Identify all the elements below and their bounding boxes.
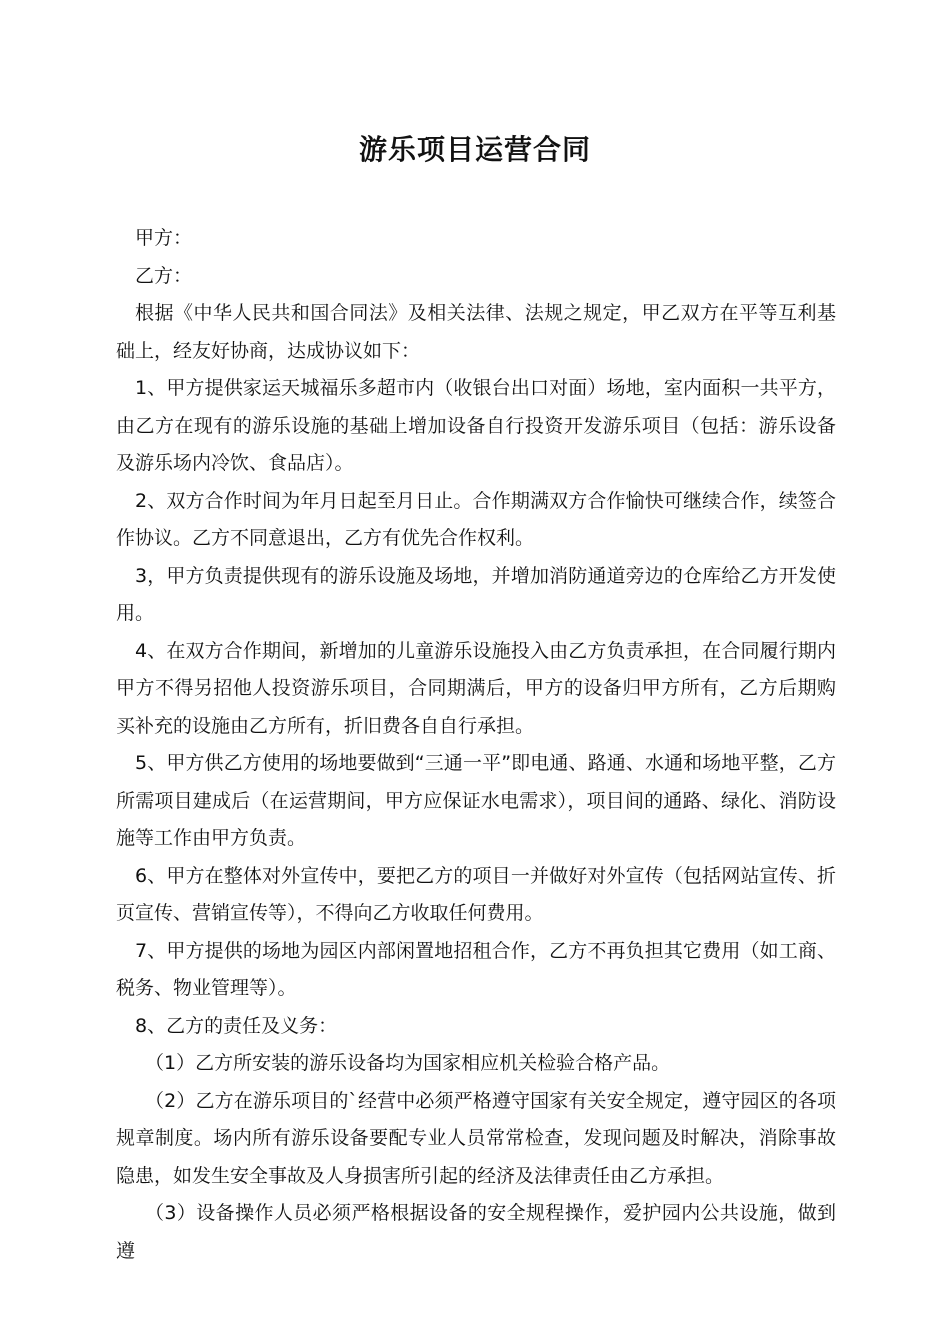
sub-clause-3: （3）设备操作人员必须严格根据设备的安全规程操作，爱护园内公共设施，做到遵 <box>116 1202 836 1262</box>
clause-4: 4、在双方合作期间，新增加的儿童游乐设施投入由乙方负责承担，在合同履行期内甲方不得另招他人投资游乐项目，合同期满后，甲方的设备归甲方所有，乙方后期购买补充的设施由乙方所有，折旧费各自自行承担。 <box>116 639 836 737</box>
sub-clause-1: （1）乙方所安装的游乐设备均为国家相应机关检验合格产品。 <box>145 1052 671 1074</box>
clause-5: 5、甲方供乙方使用的场地要做到“三通一平”即电通、路通、水通和场地平整，乙方所需项目建成后（在运营期间，甲方应保证水电需求），项目间的通路、绿化、消防设施等工作由甲方负责。 <box>116 752 836 849</box>
document-title: 游乐项目运营合同 <box>358 133 591 166</box>
clause-3: 3，甲方负责提供现有的游乐设施及场地，并增加消防通道旁边的仓库给乙方开发使用。 <box>116 564 836 624</box>
contract-body <box>116 220 836 1270</box>
sub-clause-2: （2）乙方在游乐项目的`经营中必须严格遵守国家有关安全规定，遵守园区的各项规章制度。场内所有游乐设备要配专业人员常常检查，发现问题及时解决，消除事故隐患，如发生安全事故及人身损害所引起的经济及法律责任由乙方承担。 <box>116 1089 836 1187</box>
party-b-line: 乙方： <box>135 264 193 287</box>
party-a-line: 甲方： <box>135 227 193 249</box>
clause-1: 1、甲方提供家运天城福乐多超市内（收银台出口对面）场地，室内面积一共平方，由乙方在现有的游乐设施的基础上增加设备自行投资开发游乐项目（包括：游乐设备及游乐场内冷饮、食品店）。 <box>116 377 836 474</box>
clause-8: 8、乙方的责任及义务： <box>135 1014 338 1037</box>
clause-2: 2、双方合作时间为年月日起至月日止。合作期满双方合作愉快可继续合作，续签合作协议。乙方不同意退出，乙方有优先合作权利。 <box>116 489 836 549</box>
clause-7: 7、甲方提供的场地为园区内部闲置地招租合作，乙方不再负担其它费用（如工商、税务、物业管理等）。 <box>116 939 836 999</box>
clause-6: 6、甲方在整体对外宣传中，要把乙方的项目一并做好对外宣传（包括网站宣传、折页宣传、营销宣传等），不得向乙方收取任何费用。 <box>116 864 836 924</box>
intro-paragraph: 根据《中华人民共和国合同法》及相关法律、法规之规定，甲乙双方在平等互利基础上，经友好协商，达成协议如下： <box>116 302 836 362</box>
